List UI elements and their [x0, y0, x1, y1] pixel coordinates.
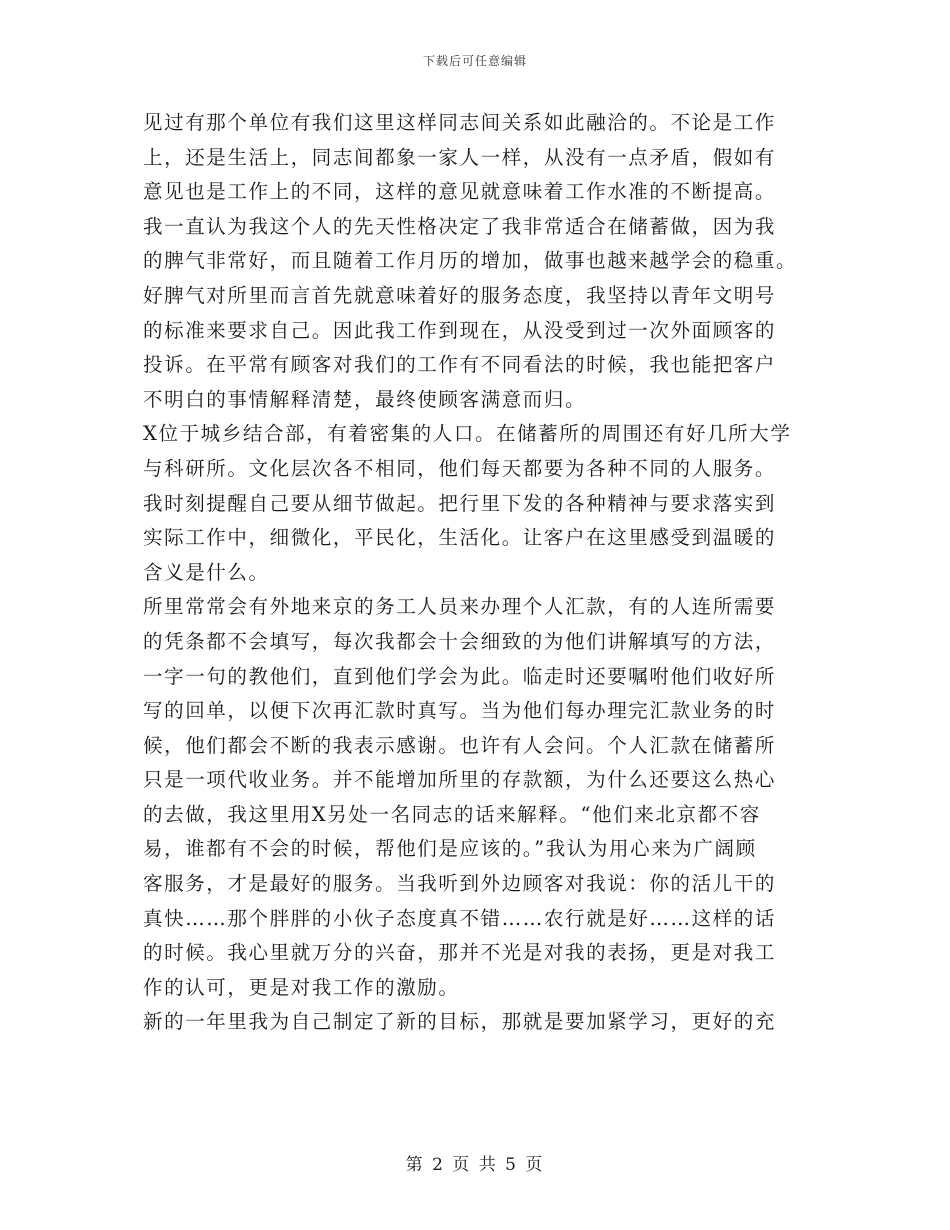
text-line: 的去做，我这里用X另处一名同志的话来解释。“他们来北京都不容 [143, 802, 761, 826]
text-line: 所里常常会有外地来京的务工人员来办理个人汇款，有的人连所需要 [143, 595, 777, 619]
text-line: 新的一年里我为自己制定了新的目标，那就是要加紧学习，更好的充 [143, 1010, 777, 1034]
text-line: 的标准来要求自己。因此我工作到现在，从没受到过一次外面顾客的 [143, 318, 777, 342]
text-line: 易，谁都有不会的时候，帮他们是应该的。”我认为用心来为广阔顾 [143, 837, 757, 861]
text-line: 不明白的事情解释清楚，最终使顾客满意而归。 [143, 387, 587, 411]
text-line: 含义是什么。 [143, 560, 270, 584]
text-line: 的时候。我心里就万分的兴奋，那并不光是对我的表扬，更是对我工 [143, 941, 777, 965]
page-number-footer: 第 2 页 共 5 页 [405, 1155, 545, 1175]
text-line: 见过有那个单位有我们这里这样同志间关系如此融洽的。不论是工作 [143, 111, 777, 134]
text-line: 只是一项代收业务。并不能增加所里的存款额，为什么还要这么热心 [143, 768, 777, 792]
body-text [143, 106, 803, 1040]
text-line: X位于城乡结合部，有着密集的人口。在储蓄所的周围还有好几所大学 [143, 422, 792, 446]
text-line: 与科研所。文化层次各不相同，他们每天都要为各种不同的人服务。 [143, 456, 777, 480]
text-line: 真快……那个胖胖的小伙子态度真不错……农行就是好……这样的话 [143, 906, 777, 930]
text-line: 的脾气非常好，而且随着工作月历的增加，做事也越来越学会的稳重。 [143, 249, 798, 273]
page-header: 下载后可任意编辑 [422, 54, 527, 68]
text-line: 上，还是生活上，同志间都象一家人一样，从没有一点矛盾，假如有 [143, 145, 777, 169]
text-line: 意见也是工作上的不同，这样的意见就意味着工作水准的不断提高。 [143, 180, 777, 204]
text-line: 作的认可，更是对我工作的激励。 [143, 975, 460, 999]
text-line: 候，他们都会不断的我表示感谢。也许有人会问。个人汇款在储蓄所 [143, 733, 777, 757]
text-line: 实际工作中，细微化，平民化，生活化。让客户在这里感受到温暖的 [143, 526, 777, 550]
text-line: 写的回单，以便下次再汇款时真写。当为他们每办理完汇款业务的时 [143, 699, 777, 723]
text-line: 投诉。在平常有顾客对我们的工作有不同看法的时候，我也能把客户 [143, 353, 777, 377]
text-line: 我一直认为我这个人的先天性格决定了我非常适合在储蓄做，因为我 [143, 214, 777, 238]
text-line: 一字一句的教他们，直到他们学会为此。临走时还要嘱咐他们收好所 [143, 664, 777, 688]
text-line: 好脾气对所里而言首先就意味着好的服务态度，我坚持以青年文明号 [143, 283, 777, 307]
text-line: 我时刻提醒自己要从细节做起。把行里下发的各种精神与要求落实到 [143, 491, 777, 515]
text-line: 的凭条都不会填写，每次我都会十会细致的为他们讲解填写的方法， [143, 629, 777, 653]
text-line: 客服务，才是最好的服务。当我听到外边顾客对我说：你的活儿干的 [143, 872, 777, 896]
